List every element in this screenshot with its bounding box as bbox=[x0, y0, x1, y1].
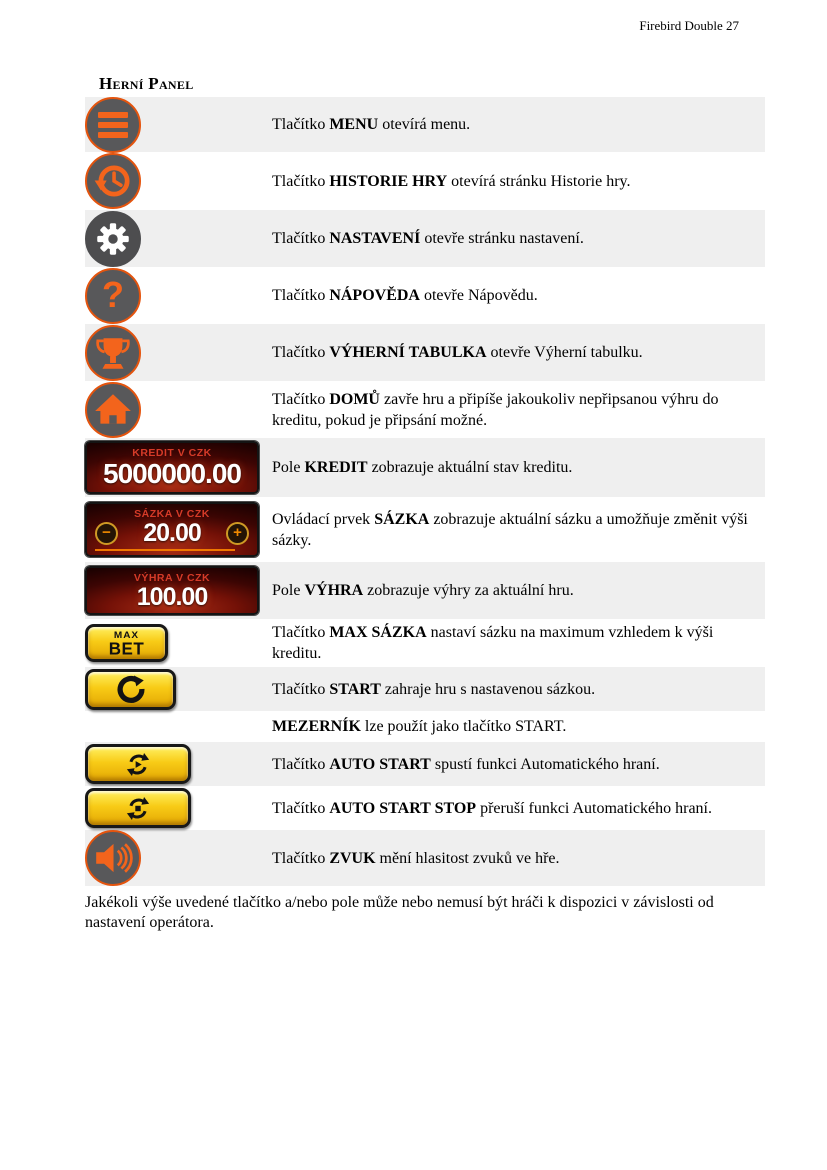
page-header: Firebird Double 27 bbox=[639, 18, 739, 33]
row-description: Tlačítko MAX SÁZKA nastaví sázku na maximum vzhledem k výši kreditu. bbox=[272, 624, 714, 662]
row-description: Tlačítko DOMŮ zavře hru a připíše jakoukoliv nepřipsanou výhru do kreditu, pokud je připsání možné. bbox=[272, 390, 719, 429]
sound-button[interactable] bbox=[85, 830, 141, 886]
bet-decrease-button[interactable]: − bbox=[95, 522, 118, 545]
win-value: 100.00 bbox=[136, 582, 208, 611]
table-row bbox=[85, 562, 765, 619]
max-bet-label-top: MAX bbox=[113, 629, 140, 641]
row-description: Ovládací prvek SÁZKA zobrazuje aktuální sázku a umožňuje změnit výši sázky. bbox=[272, 510, 748, 549]
home-button[interactable] bbox=[85, 382, 141, 438]
menu-button[interactable] bbox=[85, 97, 141, 153]
row-description: Tlačítko HISTORIE HRY otevírá stránku Historie hry. bbox=[272, 172, 631, 190]
table-row bbox=[85, 667, 765, 711]
row-description: Tlačítko MENU otevírá menu. bbox=[272, 116, 471, 133]
table-row bbox=[85, 497, 765, 562]
table-row bbox=[85, 619, 765, 667]
paytable-button[interactable] bbox=[85, 325, 141, 381]
section-title: Herní Panel bbox=[99, 74, 194, 93]
bet-increase-button[interactable]: + bbox=[226, 522, 249, 545]
table-row bbox=[85, 267, 765, 324]
table-row bbox=[85, 742, 765, 786]
row-description: Pole KREDIT zobrazuje aktuální stav kreditu. bbox=[272, 459, 573, 476]
row-description: Tlačítko AUTO START STOP přeruší funkci Automatického hraní. bbox=[272, 799, 712, 817]
game-panel-table bbox=[85, 97, 765, 886]
table-row bbox=[85, 210, 765, 267]
question-icon: ? bbox=[102, 273, 124, 315]
trophy-icon bbox=[92, 332, 134, 374]
table-row bbox=[85, 381, 765, 438]
start-arrow-icon bbox=[116, 674, 146, 704]
win-label: VÝHRA V CZK bbox=[133, 571, 211, 584]
table-row bbox=[85, 97, 765, 152]
auto-start-button[interactable] bbox=[85, 744, 191, 784]
table-row bbox=[85, 711, 765, 742]
row-description: Tlačítko NASTAVENÍ otevře stránku nastavení. bbox=[272, 230, 584, 247]
bet-progress-line bbox=[95, 549, 235, 551]
sound-icon bbox=[92, 837, 134, 879]
bet-control bbox=[85, 502, 259, 556]
table-row bbox=[85, 324, 765, 381]
footer-note: Jakékoli výše uvedené tlačítko a/nebo pole může nebo nemusí být hráči k dispozici v závislosti od nastavení operátora. bbox=[85, 894, 714, 931]
menu-icon bbox=[98, 112, 128, 138]
auto-stop-button[interactable] bbox=[85, 788, 191, 828]
start-button[interactable] bbox=[85, 669, 176, 710]
row-description: Tlačítko VÝHERNÍ TABULKA otevře Výherní tabulku. bbox=[272, 344, 643, 361]
auto-stop-icon bbox=[123, 795, 153, 822]
max-bet-label-bottom: BET bbox=[108, 638, 145, 658]
help-button[interactable] bbox=[85, 268, 141, 324]
table-row bbox=[85, 786, 765, 830]
credit-panel bbox=[85, 441, 259, 493]
credit-value: 5000000.00 bbox=[103, 458, 241, 490]
auto-start-icon bbox=[123, 751, 153, 778]
row-description: Tlačítko NÁPOVĚDA otevře Nápovědu. bbox=[272, 287, 538, 304]
table-row bbox=[85, 152, 765, 210]
max-bet-button[interactable] bbox=[85, 624, 168, 662]
table-row bbox=[85, 438, 765, 497]
row-description: Pole VÝHRA zobrazuje výhry za aktuální hru. bbox=[272, 582, 574, 599]
win-panel bbox=[85, 566, 259, 615]
row-description: Tlačítko START zahraje hru s nastavenou sázkou. bbox=[272, 680, 596, 698]
settings-button[interactable] bbox=[85, 211, 141, 267]
credit-label: KREDIT V CZK bbox=[132, 447, 212, 460]
bet-value: 20.00 bbox=[143, 519, 201, 548]
row-description: Tlačítko AUTO START spustí funkci Automatického hraní. bbox=[272, 755, 660, 773]
gear-icon bbox=[92, 218, 134, 260]
bet-label: SÁZKA V CZK bbox=[134, 508, 210, 521]
row-description: MEZERNÍK lze použít jako tlačítko START. bbox=[272, 718, 567, 735]
table-row bbox=[85, 830, 765, 886]
home-icon bbox=[92, 389, 134, 431]
row-description: Tlačítko ZVUK mění hlasitost zvuků ve hře. bbox=[272, 849, 560, 867]
history-icon bbox=[92, 160, 134, 202]
history-button[interactable] bbox=[85, 153, 141, 209]
